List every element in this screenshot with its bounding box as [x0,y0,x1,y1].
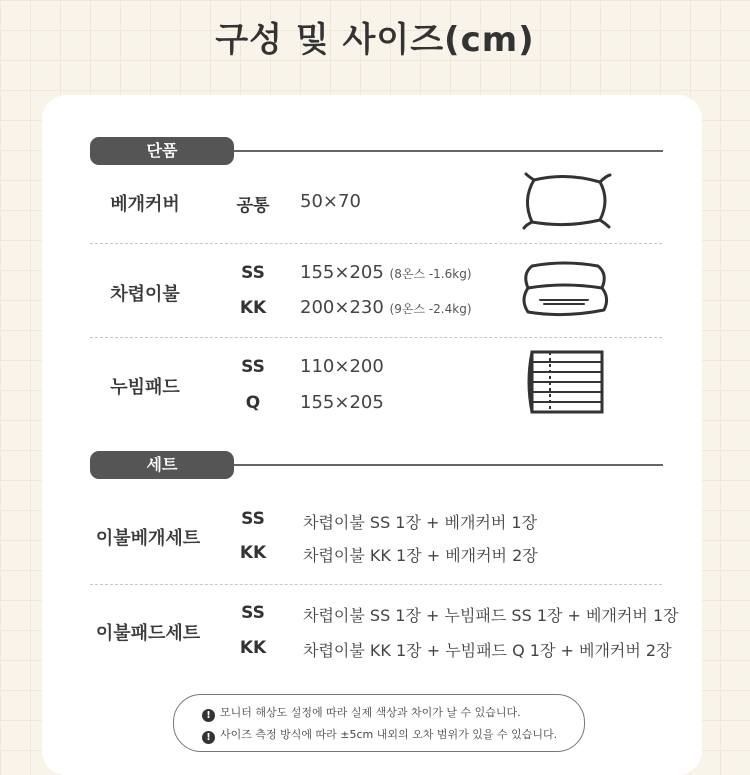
quilted-pad-icon [524,348,606,418]
comforter-ss-size: SS [241,263,265,283]
set2-kk-size: KK [239,638,267,658]
pillow-cover-label: 베개커버 [110,194,180,215]
pad-ss-size: SS [241,357,265,377]
row-divider [90,337,662,338]
set1-ss-contents: 차렵이불 SS 1장 + 베개커버 1장 [303,513,538,532]
set1-kk-size: KK [239,543,267,563]
quilted-pad-label: 누빔패드 [110,377,180,398]
pillow-icon [520,170,612,230]
row-divider [90,584,662,585]
set2-ss-size: SS [241,603,265,623]
pad-q-size: Q [245,393,261,413]
notice-line: ! 모니터 해상도 설정에 따라 실제 색상과 차이가 날 수 있습니다. [202,704,521,722]
single-pill: 단품 [90,137,234,165]
exclamation-icon: ! [202,731,215,744]
folded-comforter-icon [518,258,612,322]
pillow-dimension: 50×70 [300,191,361,212]
pad-ss-dimension: 110×200 [300,356,384,377]
page-title: 구성 및 사이즈(cm) [215,20,535,60]
row-divider [90,243,662,244]
comforter-ss-dimension: 155×205 (8온스 -1.6kg) [300,262,472,283]
comforter-kk-size: KK [239,298,267,318]
notice-box [173,694,585,752]
section-rule [234,150,663,152]
notice-line: ! 사이즈 측정 방식에 따라 ±5cm 내외의 오차 범위가 있을 수 있습니다. [202,726,557,744]
comforter-pillow-set-label: 이불베개세트 [95,528,201,549]
pad-q-dimension: 155×205 [300,392,384,413]
set1-kk-contents: 차렵이불 KK 1장 + 베개커버 2장 [303,546,538,565]
exclamation-icon: ! [202,709,215,722]
single-section-header [48,136,663,166]
comforter-pad-set-label: 이불패드세트 [95,623,201,644]
set1-ss-size: SS [241,509,265,529]
comforter-label: 차렵이불 [110,284,180,305]
comforter-kk-weight-note: (9온스 -2.4kg) [389,302,472,316]
set2-ss-contents: 차렵이불 SS 1장 + 누빔패드 SS 1장 + 베개커버 1장 [303,606,679,625]
comforter-kk-dimension: 200×230 (9온스 -2.4kg) [300,297,472,318]
set-section-header [48,450,663,480]
comforter-ss-weight-note: (8온스 -1.6kg) [389,267,472,281]
set-pill: 세트 [90,451,234,479]
section-rule [234,464,663,466]
pillow-size-label: 공통 [236,196,270,216]
set2-kk-contents: 차렵이불 KK 1장 + 누빔패드 Q 1장 + 베개커버 2장 [303,641,672,660]
